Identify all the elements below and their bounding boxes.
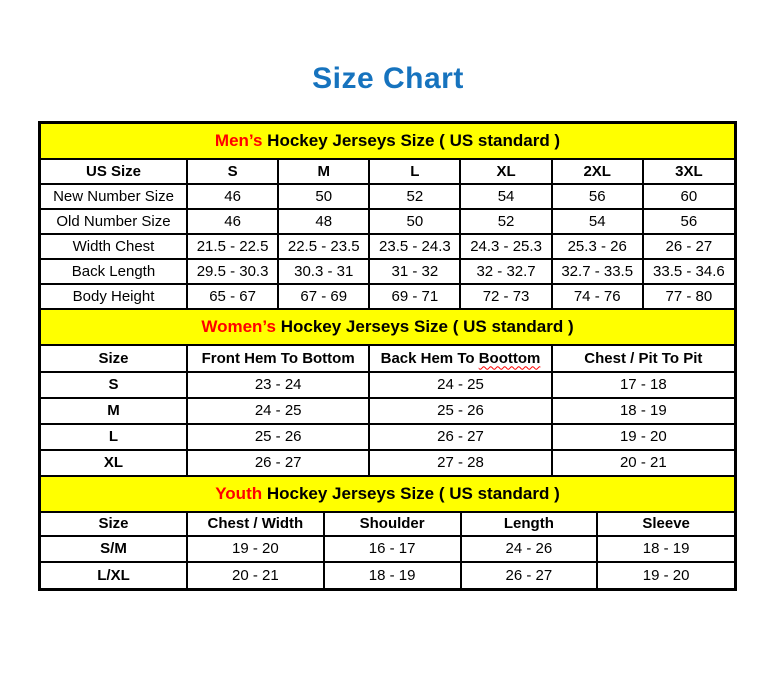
youth-size-table	[41, 511, 734, 588]
table-row	[41, 209, 734, 234]
page-title: Size Chart	[312, 62, 464, 95]
column-header: Size	[41, 345, 187, 372]
cell: 56	[643, 209, 734, 234]
cell: 31 - 32	[369, 259, 460, 284]
cell: 26 - 27	[187, 450, 369, 476]
cell: 74 - 76	[552, 284, 643, 309]
cell: 52	[369, 184, 460, 209]
size-chart	[38, 121, 737, 591]
cell: 69 - 71	[369, 284, 460, 309]
cell: 67 - 69	[278, 284, 369, 309]
column-header: Size	[41, 512, 187, 536]
cell: 54	[552, 209, 643, 234]
column-header: XL	[460, 159, 551, 184]
mens-size-table	[41, 158, 734, 310]
cell: 54	[460, 184, 551, 209]
cell: 77 - 80	[643, 284, 734, 309]
cell: 16 - 17	[324, 536, 461, 562]
table-row	[41, 234, 734, 259]
column-header: L	[369, 159, 460, 184]
column-header: Front Hem To Bottom	[187, 345, 369, 372]
row-label: L/XL	[41, 562, 187, 588]
cell: 29.5 - 30.3	[187, 259, 278, 284]
cell: 48	[278, 209, 369, 234]
mens-header-row	[41, 159, 734, 184]
cell: 23.5 - 24.3	[369, 234, 460, 259]
cell: 18 - 19	[552, 398, 734, 424]
cell: 50	[369, 209, 460, 234]
womens-banner-text: Hockey Jerseys Size ( US standard )	[275, 316, 574, 336]
cell: 72 - 73	[460, 284, 551, 309]
column-header: Sleeve	[597, 512, 734, 536]
column-header: Length	[461, 512, 598, 536]
youth-header-row	[41, 512, 734, 536]
column-header: M	[278, 159, 369, 184]
cell: 25 - 26	[187, 424, 369, 450]
table-row	[41, 284, 734, 309]
cell: 33.5 - 34.6	[643, 259, 734, 284]
column-header: Chest / Pit To Pit	[552, 345, 734, 372]
cell: 46	[187, 184, 278, 209]
cell: 46	[187, 209, 278, 234]
cell: 26 - 27	[461, 562, 598, 588]
column-header: US Size	[41, 159, 187, 184]
youth-section-banner	[41, 477, 734, 511]
youth-banner-highlight: Youth	[215, 483, 263, 503]
cell: 19 - 20	[597, 562, 734, 588]
cell: 23 - 24	[187, 372, 369, 398]
cell: 50	[278, 184, 369, 209]
cell: 20 - 21	[187, 562, 324, 588]
row-label: M	[41, 398, 187, 424]
column-header: 2XL	[552, 159, 643, 184]
cell: 26 - 27	[369, 424, 551, 450]
column-header: Chest / Width	[187, 512, 324, 536]
row-label: New Number Size	[41, 184, 187, 209]
column-header: 3XL	[643, 159, 734, 184]
table-row	[41, 398, 734, 424]
row-label: Back Length	[41, 259, 187, 284]
womens-section-banner	[41, 310, 734, 344]
cell: 25 - 26	[369, 398, 551, 424]
cell: 17 - 18	[552, 372, 734, 398]
cell: 18 - 19	[324, 562, 461, 588]
womens-header-row	[41, 345, 734, 372]
mens-section-banner	[41, 124, 734, 158]
mens-banner-highlight: Men’s	[214, 130, 263, 150]
cell: 65 - 67	[187, 284, 278, 309]
table-row	[41, 184, 734, 209]
table-row	[41, 450, 734, 476]
cell: 25.3 - 26	[552, 234, 643, 259]
cell: 24.3 - 25.3	[460, 234, 551, 259]
cell: 30.3 - 31	[278, 259, 369, 284]
cell: 19 - 20	[552, 424, 734, 450]
cell: 20 - 21	[552, 450, 734, 476]
column-header: S	[187, 159, 278, 184]
cell: 56	[552, 184, 643, 209]
cell: 32 - 32.7	[460, 259, 551, 284]
youth-banner-text: Hockey Jerseys Size ( US standard )	[262, 483, 560, 503]
table-row	[41, 259, 734, 284]
column-header-text: Back Hem To	[380, 349, 479, 367]
womens-size-table	[41, 344, 734, 477]
cell: 52	[460, 209, 551, 234]
mens-banner-text: Hockey Jerseys Size ( US standard )	[262, 130, 561, 150]
cell: 32.7 - 33.5	[552, 259, 643, 284]
womens-banner-highlight: Women’s	[201, 316, 276, 336]
row-label: XL	[41, 450, 187, 476]
cell: 26 - 27	[643, 234, 734, 259]
row-label: Old Number Size	[41, 209, 187, 234]
cell: 24 - 25	[369, 372, 551, 398]
column-header: Shoulder	[324, 512, 461, 536]
column-header	[369, 345, 551, 372]
cell: 24 - 25	[187, 398, 369, 424]
cell: 60	[643, 184, 734, 209]
cell: 27 - 28	[369, 450, 551, 476]
cell: 21.5 - 22.5	[187, 234, 278, 259]
table-row	[41, 562, 734, 588]
row-label: S/M	[41, 536, 187, 562]
table-row	[41, 424, 734, 450]
cell: 18 - 19	[597, 536, 734, 562]
row-label: Body Height	[41, 284, 187, 309]
row-label: Width Chest	[41, 234, 187, 259]
cell: 19 - 20	[187, 536, 324, 562]
cell: 22.5 - 23.5	[278, 234, 369, 259]
cell: 24 - 26	[461, 536, 598, 562]
table-row	[41, 536, 734, 562]
table-row	[41, 372, 734, 398]
row-label: S	[41, 372, 187, 398]
misspelled-word: Boottom	[478, 349, 541, 367]
row-label: L	[41, 424, 187, 450]
